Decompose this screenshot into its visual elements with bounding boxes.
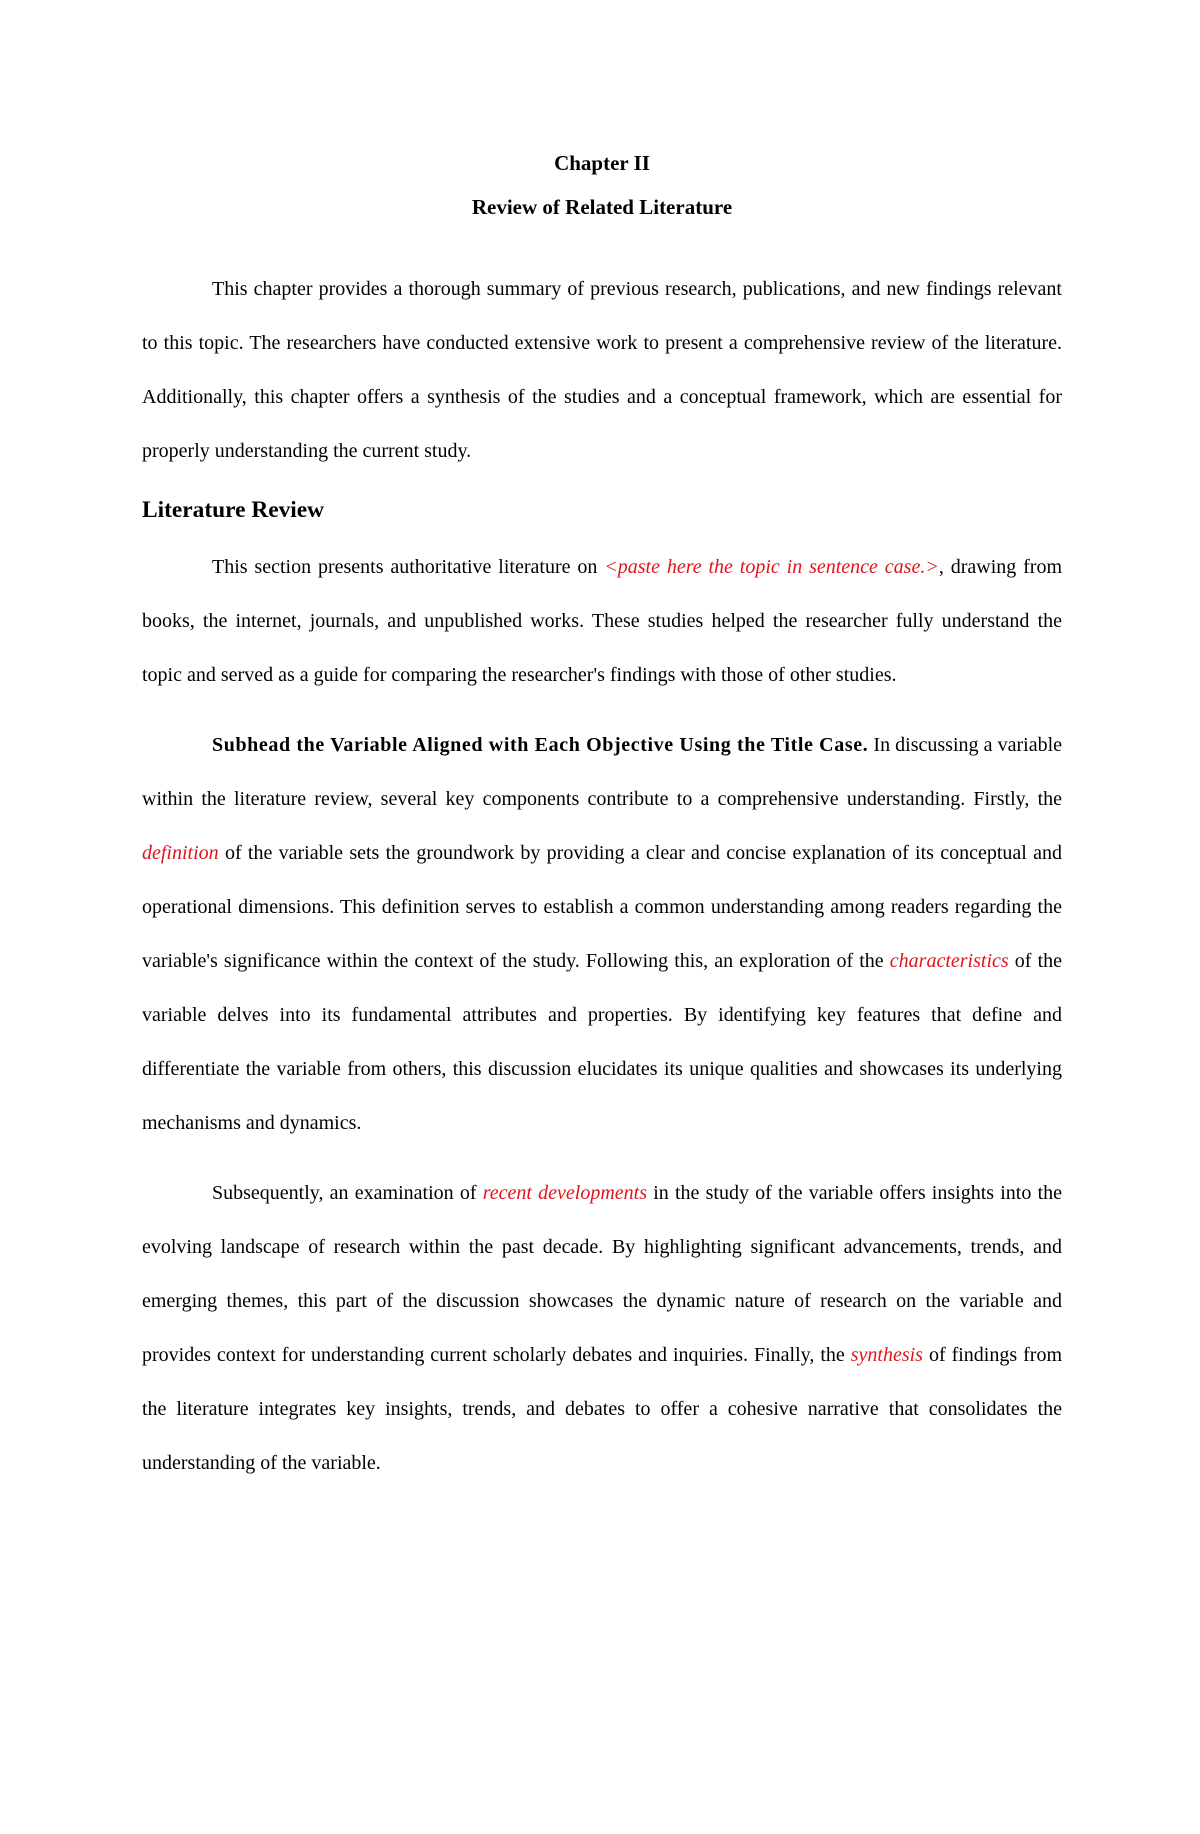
term-characteristics: characteristics — [889, 950, 1009, 972]
chapter-title: Review of Related Literature — [471, 195, 733, 219]
chapter-label: Chapter II — [554, 151, 650, 175]
developments-paragraph — [142, 1166, 1062, 1490]
variable-paragraph — [142, 718, 1062, 1150]
variable-text-2: of the variable sets the groundwork by providing a clear and concise explanation of its conceptual and operational dimensions. This definition serves to establish a common understanding among readers regarding the variable's significance within the context of the study. Following this, an exploration of the — [142, 842, 1062, 972]
developments-text-1: Subsequently, an examination of — [212, 1182, 483, 1204]
variable-text-3: of the variable delves into its fundamental attributes and properties. By identifying key features that define and differentiate the variable from others, this discussion elucidates its unique qualities and showcases its underlying mechanisms and dynamics. — [142, 950, 1062, 1134]
page-content — [142, 140, 1062, 1490]
developments-text-3: of findings from the literature integrates key insights, trends, and debates to offer a cohesive narrative that consolidates the understanding of the variable. — [142, 1344, 1063, 1474]
term-definition: definition — [142, 842, 219, 864]
variable-subhead: Subhead the Variable Aligned with Each Objective Using the Title Case. — [212, 734, 869, 756]
variable-text-1: In discussing a variable within the literature review, several key components contribute to a comprehensive understanding. Firstly, the — [142, 734, 1063, 810]
term-synthesis: synthesis — [850, 1344, 923, 1366]
developments-text-2: in the study of the variable offers insights into the evolving landscape of research within the past decade. By highlighting significant advancements, trends, and emerging themes, this part of the discussion showcases the dynamic nature of research on the variable and provides context for understanding current scholarly debates and inquiries. Finally, the — [142, 1182, 1063, 1366]
term-recent-developments: recent developments — [482, 1182, 648, 1204]
intro-paragraph: This chapter provides a thorough summary of previous research, publications, and new findings relevant to this topic. The researchers have conducted extensive work to present a comprehensive review of the literature. Additionally, this chapter offers a synthesis of the studies and a conceptual framework, which are essential for properly understanding the current study. — [142, 278, 1062, 462]
section-intro-before: This section presents authoritative literature on — [212, 556, 605, 578]
section-intro-paragraph — [142, 540, 1062, 702]
section-intro-after: , drawing from books, the internet, journals, and unpublished works. These studies helped the researcher fully understand the topic and served as a guide for comparing the researcher's findings with those of other studies. — [142, 556, 1063, 686]
section-heading: Literature Review — [142, 497, 325, 523]
topic-placeholder: <paste here the topic in sentence case.> — [604, 556, 939, 578]
